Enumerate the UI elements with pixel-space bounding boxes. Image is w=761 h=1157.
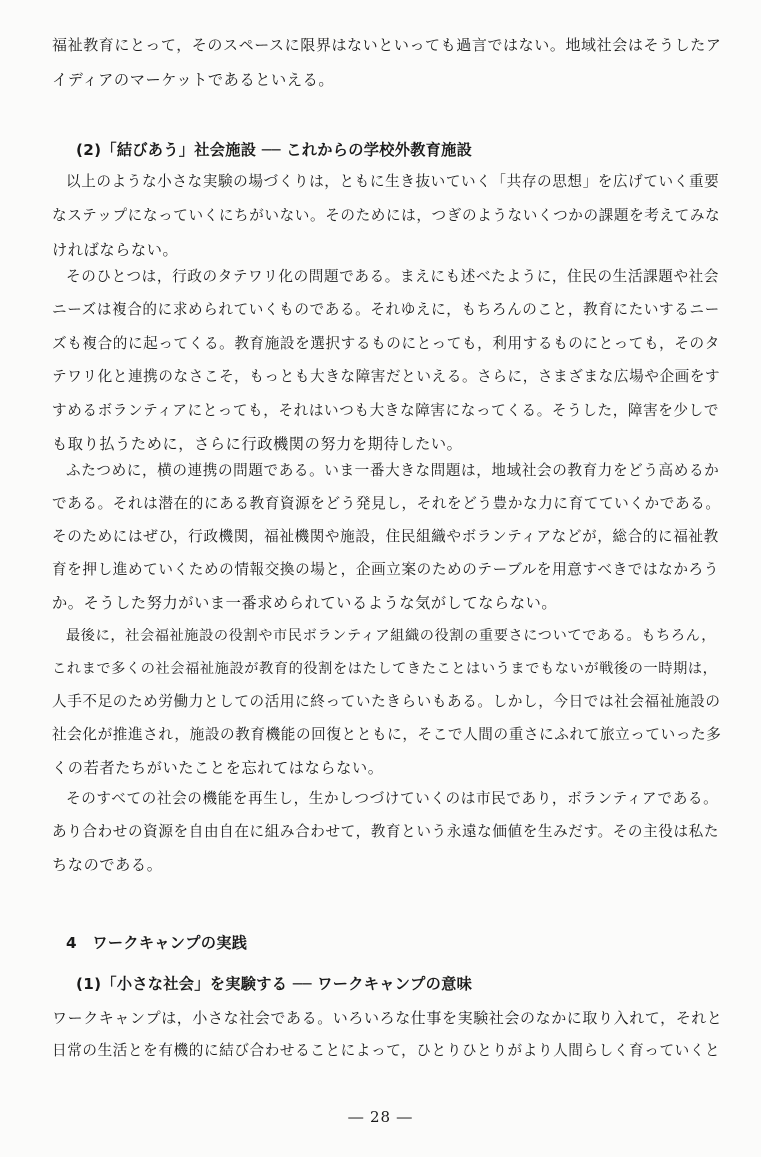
paragraph-line: 最後に，社会福祉施設の役割や市民ボランティア組織の役割の重要さについてである。もちろん，	[66, 628, 717, 644]
paragraph-line: も取り払うために，さらに行政機関の努力を期待したい。	[52, 435, 463, 453]
paragraph-line: ければならない。	[52, 241, 179, 259]
paragraph-line: テワリ化と連携のなさこそ，もっとも大きな障害だといえる。さらに，さまざまな広場や企画をす	[52, 368, 721, 385]
paragraph-line: そのひとつは，行政のタテワリ化の問題である。まえにも述べたように，住民の生活課題や社会	[66, 268, 720, 285]
paragraph-line: イディアのマーケットであるといえる。	[52, 71, 335, 89]
paragraph-line: 人手不足のため労働力としての活用に終っていたきらいもある。しかし，今日では社会福祉施設の	[52, 693, 721, 710]
paragraph-line: ニーズは複合的に求められていくものである。それゆえに，もちろんのこと，教育にたいするニー	[52, 301, 720, 318]
paragraph-line: 日常の生活とを有機的に結び合わせることによって，ひとりひとりがより人間らしく育っていくと	[52, 1042, 721, 1059]
paragraph-line: 以上のような小さな実験の場づくりは，ともに生き抜いていく「共存の思想」を広げていく重要	[66, 173, 720, 190]
paragraph-line: なステップになっていくにちがいない。そのためには，つぎのようないくつかの課題を考えてみな	[52, 207, 721, 224]
paragraph-line: あり合わせの資源を自由自在に組み合わせて，教育という永遠な価値を生みだす。その主役は私た	[52, 823, 720, 840]
paragraph-line: である。それは潜在的にある教育資源をどう発見し，それをどう豊かな力に育てていくかである。	[52, 495, 721, 512]
paragraph-line: くの若者たちがいたことを忘れてはならない。	[52, 759, 384, 777]
chapter-heading: 4 ワークキャンプの実践	[66, 934, 248, 952]
paragraph-line: そのためにはぜひ，行政機関，福祉機関や施設，住民組織やボランティアなどが，総合的に福祉教	[52, 528, 719, 545]
section-heading: (1)「小さな社会」を実験する ── ワークキャンプの意味	[76, 975, 473, 993]
paragraph-line: 育を押し進めていくための情報交換の場と，企画立案のためのテーブルを用意すべきではなかろう	[52, 561, 719, 578]
paragraph-line: ふたつめに，横の連携の問題である。いま一番大きな問題は，地域社会の教育力をどう高めるか	[66, 462, 720, 479]
paragraph-line: 社会化が推進され，施設の教育機能の回復とともに，そこで人間の重さにふれて旅立っていった多	[52, 726, 722, 743]
paragraph-line: ワークキャンプは，小さな社会である。いろいろな仕事を実験社会のなかに取り入れて，それと	[52, 1009, 723, 1027]
section-heading: (2)「結びあう」社会施設 ── これからの学校外教育施設	[76, 141, 473, 159]
paragraph-line: ズも複合的に起ってくる。教育施設を選択するものにとっても，利用するものにとっても，そのタ	[52, 335, 720, 352]
paragraph-line: これまで多くの社会福祉施設が教育的役割をはたしてきたことはいうまでもないが戦後の一時期は，	[52, 661, 718, 677]
paragraph-line: そのすべての社会の機能を再生し，生かしつづけていくのは市民であり，ボランティアである。	[66, 790, 719, 807]
page-number: ― 28 ―	[348, 1108, 413, 1126]
paragraph-line: か。そうした努力がいま一番求められているような気がしてならない。	[52, 594, 558, 612]
paragraph-line: ちなのである。	[52, 856, 163, 874]
paragraph-line: 福祉教育にとって，そのスペースに限界はないといっても過言ではない。地域社会はそうしたア	[52, 36, 722, 54]
paragraph-line: すめるボランティアにとっても，それはいつも大きな障害になってくる。そうした，障害を少しで	[52, 402, 720, 419]
